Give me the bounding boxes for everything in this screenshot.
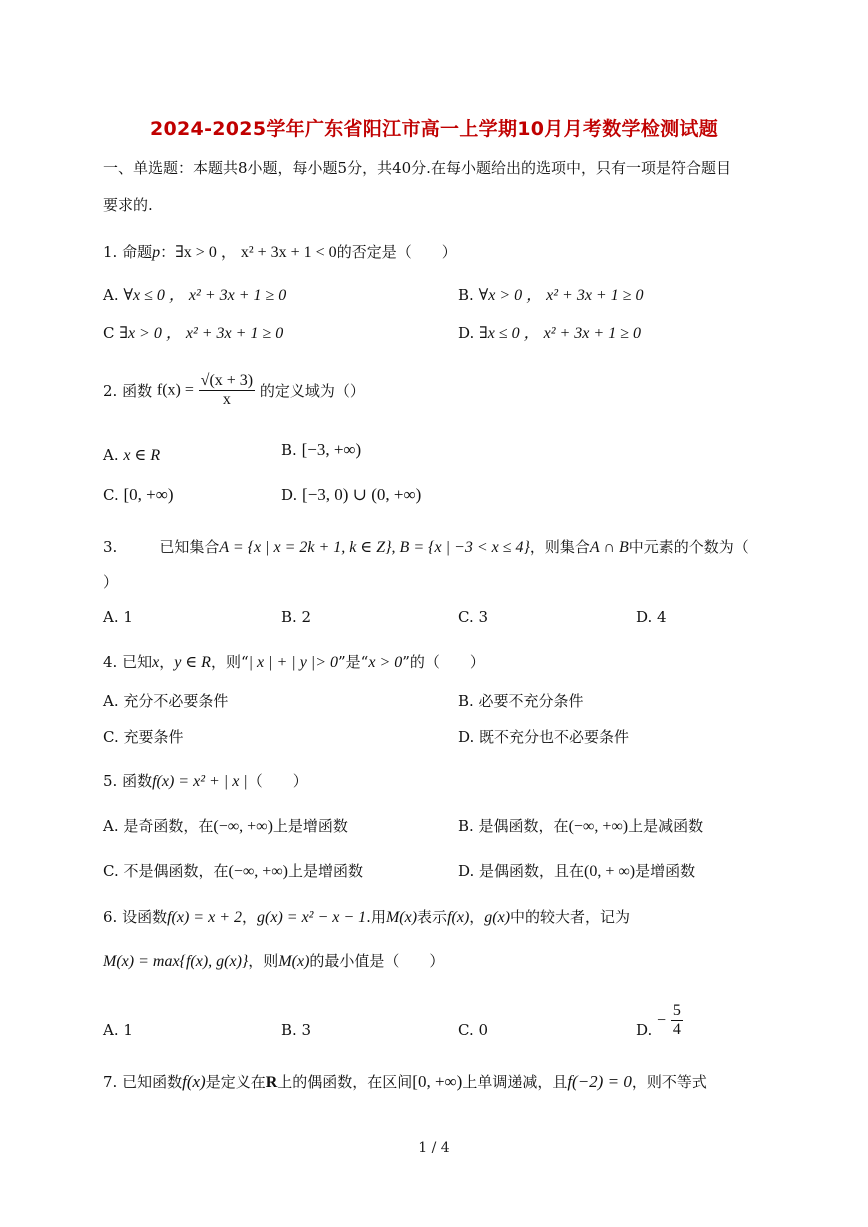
question-4-suffix: ”的（ ） (402, 653, 485, 671)
question-7-mid3: 上单调递减，且 (462, 1073, 568, 1091)
option-math: ∀x ≤ 0 ， x² + 3x + 1 ≥ 0 (123, 287, 287, 304)
option-label: B. (281, 441, 297, 459)
question-6-f-ref: f(x) (447, 909, 470, 926)
question-6-option-b: B. 3 (281, 1021, 312, 1039)
question-6-option-a: A. 1 (103, 1021, 133, 1039)
question-4-x: x (152, 654, 160, 671)
question-4-stem (103, 651, 485, 672)
question-4-option-a: A. 充分不必要条件 (103, 692, 229, 710)
question-5-suffix: （ ） (247, 772, 308, 790)
question-3-stem (103, 536, 749, 557)
question-1-colon: ： (160, 243, 176, 261)
option-text: 上是增函数 (288, 862, 364, 880)
question-6-mid2: 表示 (417, 908, 448, 926)
page-title: 2024-2025学年广东省阳江市高一上学期10月月考数学检测试题 (150, 118, 718, 140)
question-1-option-d (458, 320, 641, 343)
question-7-R: R (265, 1074, 278, 1091)
option-label: B. (458, 286, 474, 304)
question-3-intersection: A ∩ B (589, 539, 629, 556)
option-math: (−∞, +∞) (228, 863, 288, 880)
option-math: [−3, +∞) (301, 440, 362, 459)
option-label: D. (281, 486, 298, 504)
question-7-prefix: 7. 已知函数 (103, 1073, 183, 1091)
question-6-stem-line1 (103, 906, 630, 927)
question-7-stem (103, 1071, 707, 1092)
question-4-option-c: C. 充要条件 (103, 728, 184, 746)
fraction-numerator: √(x + 3) (200, 372, 254, 389)
fraction-numerator: 5 (672, 1002, 681, 1019)
question-3-option-c: C. 3 (458, 608, 489, 626)
question-6-ask: 的最小值是（ ） (309, 952, 445, 970)
question-3-stem-end: ） (103, 573, 119, 591)
question-4-prefix: 4. 已知 (103, 653, 153, 671)
question-5-option-d (458, 860, 695, 881)
question-6-comma: ， (242, 908, 258, 926)
fraction-denominator: 4 (672, 1021, 681, 1038)
question-7-suffix: ，则不等式 (631, 1073, 707, 1091)
question-4-condition-2: x > 0 (368, 654, 403, 671)
option-text: A. 是奇函数，在 (103, 817, 214, 835)
option-math: [−3, 0) ∪ (0, +∞) (302, 485, 422, 504)
question-6-g: g(x) = x² − x − 1 (257, 909, 367, 926)
question-2-suffix: 的定义域为（） (259, 382, 365, 400)
option-math: ∀x > 0 ， x² + 3x + 1 ≥ 0 (478, 287, 644, 304)
question-6-suffix: 中的较大者，记为 (510, 908, 631, 926)
question-1-suffix: 的否定是（ ） (336, 243, 457, 261)
question-6-f: f(x) = x + 2 (167, 909, 242, 926)
option-label: A. (103, 286, 119, 304)
question-4-option-d: D. 既不充分也不必要条件 (458, 728, 630, 746)
option-label: C. (103, 486, 119, 504)
option-math: x ∈ R (123, 447, 161, 464)
question-1-stem (103, 239, 457, 262)
question-2-fraction (199, 372, 255, 409)
option-math: [0, +∞) (123, 485, 174, 504)
option-negative-sign: − (657, 1011, 667, 1029)
question-7-mid1: 是定义在 (205, 1073, 266, 1091)
option-label: C (103, 324, 115, 342)
question-6-stem-line2 (103, 950, 444, 971)
question-3-mid: ，则集合 (529, 538, 590, 556)
question-1-prefix: 1. 命题 (103, 243, 153, 261)
question-1-condition: ∃x > 0 ， x² + 3x + 1 < 0 (175, 244, 337, 261)
question-2-option-b (281, 440, 361, 460)
question-2-function: f(x) = (156, 381, 194, 399)
question-3-number: 3. (103, 538, 118, 556)
question-2-option-c (103, 485, 174, 505)
question-4-option-b: B. 必要不充分条件 (458, 692, 584, 710)
question-3-prefix: 已知集合 (159, 538, 220, 556)
question-4-comma: ， (159, 653, 175, 671)
option-text: 是增函数 (635, 862, 696, 880)
question-7-condition: f(−2) = 0 (567, 1072, 632, 1091)
question-5-option-a (103, 815, 348, 836)
option-text: C. 不是偶函数，在 (103, 862, 229, 880)
question-6-prefix: 6. 设函数 (103, 908, 168, 926)
question-3-option-a: A. 1 (103, 608, 133, 626)
question-6-max-def: M(x) = max{f(x), g(x)} (103, 953, 249, 970)
question-2-option-d (281, 485, 421, 505)
question-6-M: M(x) (385, 909, 418, 926)
option-math: ∃x > 0 ， x² + 3x + 1 ≥ 0 (119, 325, 284, 342)
question-6-option-c: C. 0 (458, 1021, 489, 1039)
question-3-suffix: 中元素的个数为（ (628, 538, 749, 556)
option-text: B. 是偶函数，在 (458, 817, 569, 835)
question-6-g-ref: g(x) (484, 909, 511, 926)
question-7-interval: [0, +∞) (412, 1072, 463, 1091)
option-label: D. (458, 324, 475, 342)
question-5-stem (103, 770, 308, 791)
question-6-option-d (636, 993, 683, 1039)
question-4-condition-1: | x | + | y |> 0 (248, 654, 338, 671)
question-2-stem (103, 372, 365, 409)
question-7-f: f(x) (182, 1072, 206, 1091)
question-5-function: f(x) = x² + | x | (152, 773, 248, 790)
option-fraction (671, 1002, 683, 1039)
option-label: D. (636, 1021, 653, 1039)
section-instructions-line1: 一、单选题：本题共8小题，每小题5分，共40分.在每小题给出的选项中，只有一项是符合题目 (103, 159, 731, 177)
question-3-option-d: D. 4 (636, 608, 667, 626)
question-5-option-b (458, 815, 703, 836)
option-text: 上是减函数 (628, 817, 704, 835)
question-2-option-a (103, 445, 160, 465)
question-7-mid2: 上的偶函数，在区间 (277, 1073, 413, 1091)
section-instructions-line2: 要求的. (103, 196, 153, 214)
fraction-denominator: x (222, 391, 231, 408)
question-4-mid1: ，则“ (210, 653, 249, 671)
question-6-M-ref: M(x) (278, 953, 310, 970)
option-math: (−∞, +∞) (213, 818, 273, 835)
option-math: (0, + ∞) (584, 863, 636, 880)
question-6-comma2: ， (469, 908, 485, 926)
question-5-option-c (103, 860, 363, 881)
question-4-y: y ∈ R (174, 654, 211, 671)
question-2-prefix: 2. 函数 (103, 382, 153, 400)
question-3-sets: A = {x | x = 2k + 1, k ∈ Z}, B = {x | −3 < x ≤ 4} (219, 539, 530, 556)
question-1-p: p (152, 244, 161, 261)
question-6-then: ，则 (248, 952, 279, 970)
option-math: (−∞, +∞) (568, 818, 629, 835)
question-1-option-a (103, 282, 286, 305)
question-4-mid2: ”是“ (338, 653, 369, 671)
question-6-mid1: .用 (366, 908, 386, 926)
question-1-option-c (103, 320, 283, 343)
question-3-option-b: B. 2 (281, 608, 312, 626)
option-math: ∃x ≤ 0 ， x² + 3x + 1 ≥ 0 (479, 325, 641, 342)
option-label: A. (103, 446, 119, 464)
option-text: 上是增函数 (272, 817, 348, 835)
option-text: D. 是偶函数，且在 (458, 862, 585, 880)
question-1-option-b (458, 282, 644, 305)
question-5-prefix: 5. 函数 (103, 772, 153, 790)
page-number: 1 / 4 (418, 1140, 450, 1156)
